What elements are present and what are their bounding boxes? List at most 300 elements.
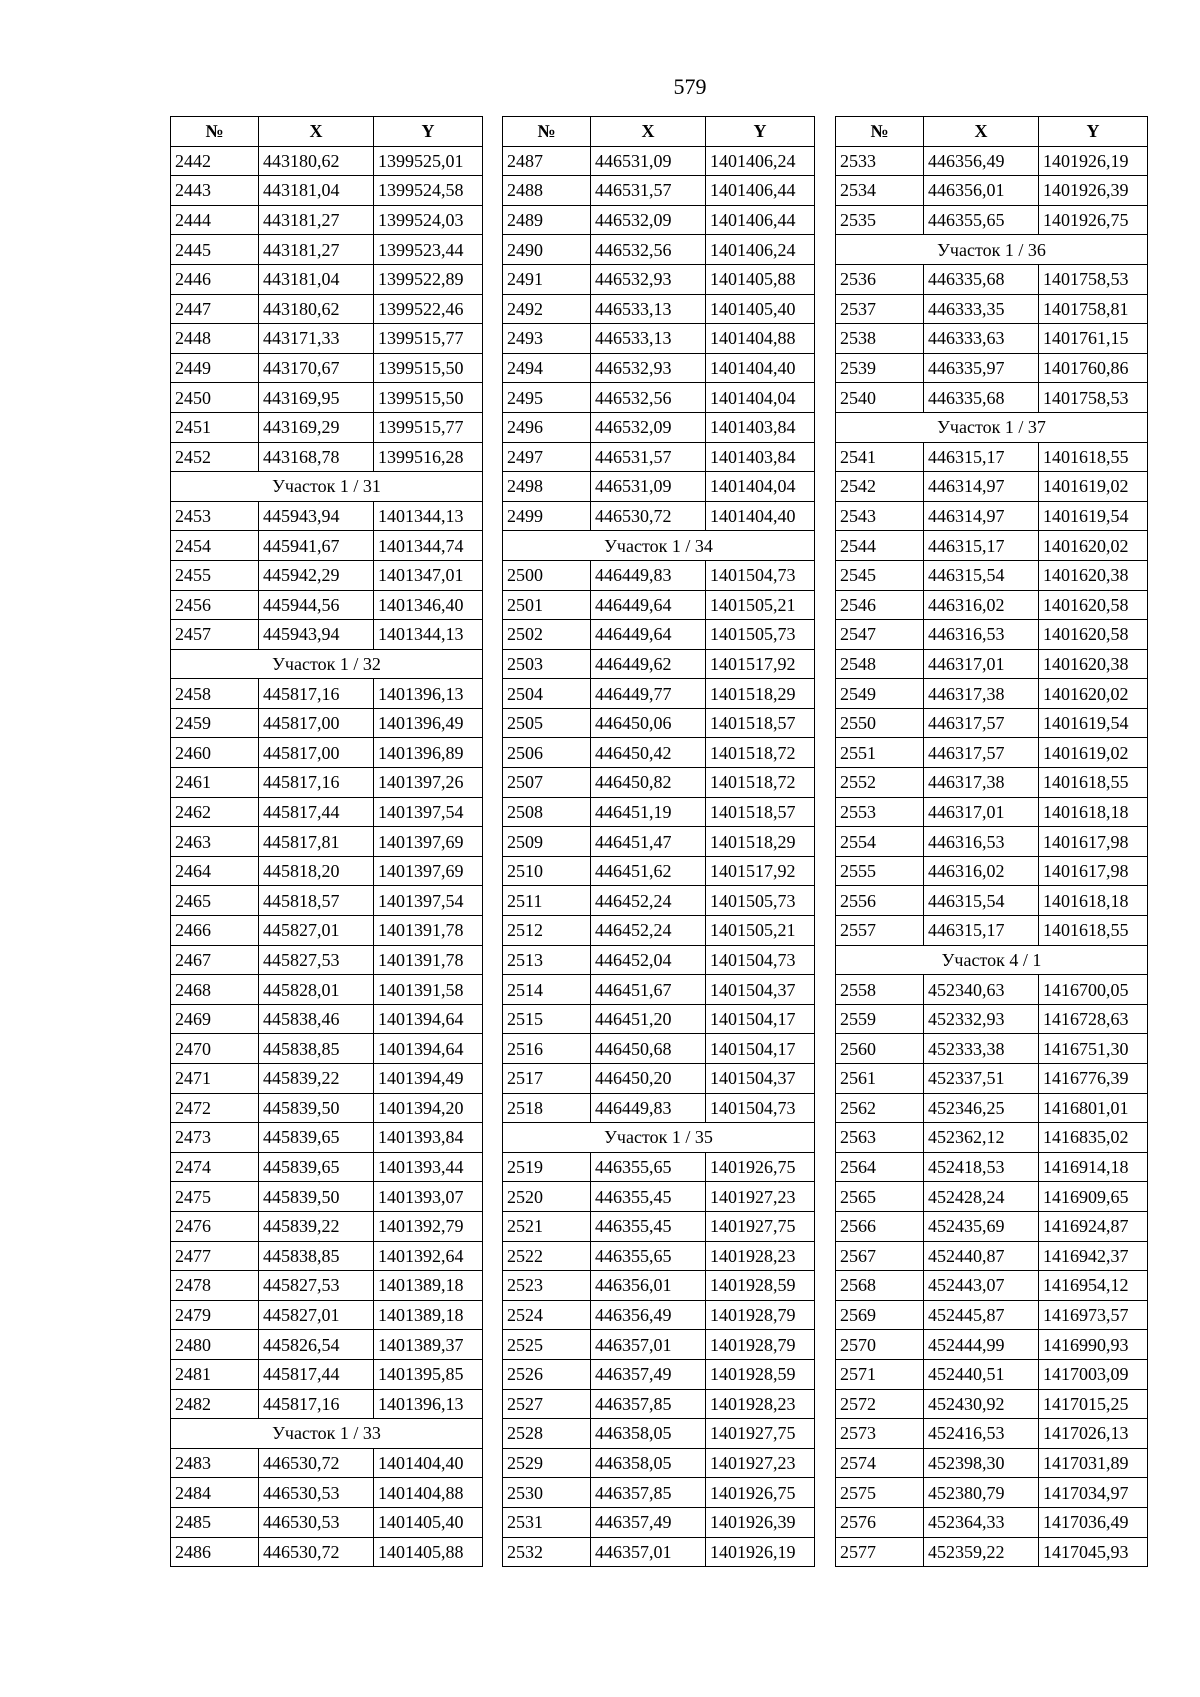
y-coordinate-cell: 1401620,02 <box>1039 531 1148 561</box>
y-coordinate-cell: 1401928,59 <box>706 1359 815 1389</box>
y-coordinate-cell: 1399515,50 <box>374 353 483 383</box>
point-number-cell: 2484 <box>171 1478 259 1508</box>
y-coordinate-cell: 1401391,58 <box>374 975 483 1005</box>
y-coordinate-cell: 1401619,02 <box>1039 472 1148 502</box>
x-coordinate-cell: 446452,24 <box>591 886 706 916</box>
table-row <box>171 945 483 975</box>
y-coordinate-cell: 1401405,88 <box>706 264 815 294</box>
point-number-cell: 2535 <box>836 205 924 235</box>
x-coordinate-cell: 445941,67 <box>259 531 374 561</box>
point-number-cell: 2503 <box>503 649 591 679</box>
y-coordinate-cell: 1401620,58 <box>1039 620 1148 650</box>
x-coordinate-cell: 452435,69 <box>924 1211 1039 1241</box>
y-coordinate-cell: 1401395,85 <box>374 1359 483 1389</box>
table-row <box>836 501 1148 531</box>
y-coordinate-cell: 1416914,18 <box>1039 1152 1148 1182</box>
point-number-cell: 2463 <box>171 827 259 857</box>
y-coordinate-cell: 1416751,30 <box>1039 1034 1148 1064</box>
y-coordinate-cell: 1401926,75 <box>706 1478 815 1508</box>
point-number-cell: 2554 <box>836 827 924 857</box>
point-number-cell: 2480 <box>171 1330 259 1360</box>
y-coordinate-cell: 1401389,18 <box>374 1300 483 1330</box>
point-number-cell: 2507 <box>503 768 591 798</box>
point-number-cell: 2567 <box>836 1241 924 1271</box>
y-coordinate-cell: 1401761,15 <box>1039 324 1148 354</box>
y-coordinate-cell: 1417026,13 <box>1039 1419 1148 1449</box>
point-number-cell: 2529 <box>503 1448 591 1478</box>
x-coordinate-cell: 452430,92 <box>924 1389 1039 1419</box>
y-coordinate-cell: 1401344,74 <box>374 531 483 561</box>
table-row <box>171 1359 483 1389</box>
x-coordinate-cell: 446315,17 <box>924 531 1039 561</box>
point-number-cell: 2449 <box>171 353 259 383</box>
x-coordinate-cell: 446532,93 <box>591 264 706 294</box>
table-row <box>503 1537 815 1567</box>
table-row <box>503 590 815 620</box>
x-coordinate-cell: 452380,79 <box>924 1478 1039 1508</box>
table-row <box>836 472 1148 502</box>
table-row <box>503 294 815 324</box>
table-row <box>503 738 815 768</box>
y-coordinate-cell: 1401504,17 <box>706 1034 815 1064</box>
x-coordinate-cell: 445838,46 <box>259 1004 374 1034</box>
point-number-cell: 2516 <box>503 1034 591 1064</box>
point-number-cell: 2512 <box>503 916 591 946</box>
table-row <box>171 1064 483 1094</box>
table-row <box>171 708 483 738</box>
table-row <box>171 205 483 235</box>
x-coordinate-cell: 446357,01 <box>591 1537 706 1567</box>
point-number-cell: 2569 <box>836 1300 924 1330</box>
point-number-cell: 2551 <box>836 738 924 768</box>
y-coordinate-cell: 1401504,17 <box>706 1004 815 1034</box>
point-number-cell: 2543 <box>836 501 924 531</box>
point-number-cell: 2521 <box>503 1211 591 1241</box>
table-row <box>503 827 815 857</box>
y-coordinate-cell: 1401397,26 <box>374 768 483 798</box>
y-coordinate-cell: 1401393,44 <box>374 1152 483 1182</box>
x-coordinate-cell: 452332,93 <box>924 1004 1039 1034</box>
point-number-cell: 2531 <box>503 1507 591 1537</box>
table-row <box>503 916 815 946</box>
table-row <box>836 1419 1148 1449</box>
point-number-cell: 2540 <box>836 383 924 413</box>
table-row <box>503 1389 815 1419</box>
y-coordinate-cell: 1416954,12 <box>1039 1271 1148 1301</box>
table-row <box>503 975 815 1005</box>
y-coordinate-cell: 1401620,38 <box>1039 649 1148 679</box>
point-number-cell: 2548 <box>836 649 924 679</box>
table-row <box>836 975 1148 1005</box>
point-number-cell: 2510 <box>503 856 591 886</box>
x-coordinate-cell: 445818,20 <box>259 856 374 886</box>
table-row <box>171 324 483 354</box>
table-row <box>836 1507 1148 1537</box>
point-number-cell: 2575 <box>836 1478 924 1508</box>
x-coordinate-cell: 446451,47 <box>591 827 706 857</box>
y-coordinate-cell: 1417031,89 <box>1039 1448 1148 1478</box>
point-number-cell: 2532 <box>503 1537 591 1567</box>
point-number-cell: 2546 <box>836 590 924 620</box>
table-row <box>836 383 1148 413</box>
point-number-cell: 2469 <box>171 1004 259 1034</box>
header-number: № <box>503 117 591 147</box>
x-coordinate-cell: 443181,04 <box>259 264 374 294</box>
table-row <box>836 856 1148 886</box>
y-coordinate-cell: 1401392,64 <box>374 1241 483 1271</box>
x-coordinate-cell: 452444,99 <box>924 1330 1039 1360</box>
section-row <box>171 1419 483 1449</box>
y-coordinate-cell: 1399524,58 <box>374 176 483 206</box>
y-coordinate-cell: 1416990,93 <box>1039 1330 1148 1360</box>
point-number-cell: 2476 <box>171 1211 259 1241</box>
x-coordinate-cell: 445827,53 <box>259 945 374 975</box>
y-coordinate-cell: 1401926,75 <box>1039 205 1148 235</box>
point-number-cell: 2526 <box>503 1359 591 1389</box>
x-coordinate-cell: 445826,54 <box>259 1330 374 1360</box>
table-row <box>171 1300 483 1330</box>
y-coordinate-cell: 1401344,13 <box>374 501 483 531</box>
x-coordinate-cell: 446335,68 <box>924 383 1039 413</box>
point-number-cell: 2514 <box>503 975 591 1005</box>
point-number-cell: 2561 <box>836 1064 924 1094</box>
point-number-cell: 2574 <box>836 1448 924 1478</box>
table-row <box>171 501 483 531</box>
y-coordinate-cell: 1401404,40 <box>374 1448 483 1478</box>
table-row <box>503 1093 815 1123</box>
x-coordinate-cell: 446452,24 <box>591 916 706 946</box>
x-coordinate-cell: 446450,68 <box>591 1034 706 1064</box>
table-row <box>171 679 483 709</box>
section-title: Участок 1 / 35 <box>503 1123 815 1153</box>
x-coordinate-cell: 446333,35 <box>924 294 1039 324</box>
point-number-cell: 2464 <box>171 856 259 886</box>
point-number-cell: 2475 <box>171 1182 259 1212</box>
y-coordinate-cell: 1417045,93 <box>1039 1537 1148 1567</box>
x-coordinate-cell: 446335,68 <box>924 264 1039 294</box>
table-row <box>503 383 815 413</box>
x-coordinate-cell: 445817,16 <box>259 1389 374 1419</box>
point-number-cell: 2537 <box>836 294 924 324</box>
point-number-cell: 2446 <box>171 264 259 294</box>
point-number-cell: 2573 <box>836 1419 924 1449</box>
point-number-cell: 2466 <box>171 916 259 946</box>
x-coordinate-cell: 446317,01 <box>924 649 1039 679</box>
point-number-cell: 2527 <box>503 1389 591 1419</box>
table-row <box>171 235 483 265</box>
x-coordinate-cell: 452418,53 <box>924 1152 1039 1182</box>
x-coordinate-cell: 446449,83 <box>591 560 706 590</box>
table-row <box>503 1211 815 1241</box>
point-number-cell: 2497 <box>503 442 591 472</box>
y-coordinate-cell: 1401397,54 <box>374 797 483 827</box>
point-number-cell: 2547 <box>836 620 924 650</box>
point-number-cell: 2502 <box>503 620 591 650</box>
y-coordinate-cell: 1401397,69 <box>374 827 483 857</box>
table-row <box>171 1152 483 1182</box>
y-coordinate-cell: 1401391,78 <box>374 916 483 946</box>
x-coordinate-cell: 446317,38 <box>924 679 1039 709</box>
y-coordinate-cell: 1416909,65 <box>1039 1182 1148 1212</box>
table-row <box>836 649 1148 679</box>
y-coordinate-cell: 1401403,84 <box>706 442 815 472</box>
point-number-cell: 2513 <box>503 945 591 975</box>
section-row <box>503 531 815 561</box>
point-number-cell: 2462 <box>171 797 259 827</box>
point-number-cell: 2572 <box>836 1389 924 1419</box>
y-coordinate-cell: 1401406,24 <box>706 146 815 176</box>
header-y: Y <box>1039 117 1148 147</box>
x-coordinate-cell: 452398,30 <box>924 1448 1039 1478</box>
table-row <box>836 1330 1148 1360</box>
y-coordinate-cell: 1401389,37 <box>374 1330 483 1360</box>
x-coordinate-cell: 446333,63 <box>924 324 1039 354</box>
x-coordinate-cell: 445817,00 <box>259 738 374 768</box>
point-number-cell: 2457 <box>171 620 259 650</box>
point-number-cell: 2493 <box>503 324 591 354</box>
y-coordinate-cell: 1401518,57 <box>706 797 815 827</box>
section-title: Участок 1 / 33 <box>171 1419 483 1449</box>
table-row <box>171 1507 483 1537</box>
table-row <box>836 176 1148 206</box>
point-number-cell: 2443 <box>171 176 259 206</box>
table-row <box>836 916 1148 946</box>
y-coordinate-cell: 1416942,37 <box>1039 1241 1148 1271</box>
x-coordinate-cell: 446315,54 <box>924 560 1039 590</box>
x-coordinate-cell: 445817,44 <box>259 1359 374 1389</box>
table-row <box>836 1241 1148 1271</box>
header-row <box>836 117 1148 147</box>
point-number-cell: 2455 <box>171 560 259 590</box>
table-row <box>171 560 483 590</box>
y-coordinate-cell: 1401393,84 <box>374 1123 483 1153</box>
header-row <box>171 117 483 147</box>
table-row <box>503 1359 815 1389</box>
point-number-cell: 2454 <box>171 531 259 561</box>
section-row <box>171 649 483 679</box>
y-coordinate-cell: 1416776,39 <box>1039 1064 1148 1094</box>
point-number-cell: 2496 <box>503 412 591 442</box>
table-row <box>171 1004 483 1034</box>
section-row <box>836 235 1148 265</box>
y-coordinate-cell: 1417015,25 <box>1039 1389 1148 1419</box>
header-x: X <box>259 117 374 147</box>
point-number-cell: 2557 <box>836 916 924 946</box>
table-row <box>503 560 815 590</box>
x-coordinate-cell: 446531,57 <box>591 176 706 206</box>
y-coordinate-cell: 1401393,07 <box>374 1182 483 1212</box>
table-row <box>171 856 483 886</box>
point-number-cell: 2566 <box>836 1211 924 1241</box>
table-row <box>171 412 483 442</box>
x-coordinate-cell: 446450,82 <box>591 768 706 798</box>
table-row <box>503 176 815 206</box>
y-coordinate-cell: 1401505,73 <box>706 886 815 916</box>
x-coordinate-cell: 446316,02 <box>924 856 1039 886</box>
point-number-cell: 2460 <box>171 738 259 768</box>
y-coordinate-cell: 1401505,73 <box>706 620 815 650</box>
point-number-cell: 2492 <box>503 294 591 324</box>
table-row <box>836 1182 1148 1212</box>
point-number-cell: 2478 <box>171 1271 259 1301</box>
x-coordinate-cell: 446451,20 <box>591 1004 706 1034</box>
table-row <box>836 886 1148 916</box>
table-row <box>836 1448 1148 1478</box>
x-coordinate-cell: 452359,22 <box>924 1537 1039 1567</box>
x-coordinate-cell: 443168,78 <box>259 442 374 472</box>
point-number-cell: 2486 <box>171 1537 259 1567</box>
table-row <box>503 1182 815 1212</box>
y-coordinate-cell: 1401517,92 <box>706 856 815 886</box>
header-x: X <box>924 117 1039 147</box>
point-number-cell: 2509 <box>503 827 591 857</box>
y-coordinate-cell: 1399524,03 <box>374 205 483 235</box>
point-number-cell: 2528 <box>503 1419 591 1449</box>
x-coordinate-cell: 445839,65 <box>259 1123 374 1153</box>
x-coordinate-cell: 452333,38 <box>924 1034 1039 1064</box>
point-number-cell: 2445 <box>171 235 259 265</box>
x-coordinate-cell: 446533,13 <box>591 324 706 354</box>
x-coordinate-cell: 446317,57 <box>924 738 1039 768</box>
x-coordinate-cell: 446449,64 <box>591 590 706 620</box>
x-coordinate-cell: 452346,25 <box>924 1093 1039 1123</box>
y-coordinate-cell: 1416728,63 <box>1039 1004 1148 1034</box>
point-number-cell: 2498 <box>503 472 591 502</box>
coordinates-table-2 <box>502 116 815 1567</box>
x-coordinate-cell: 446532,09 <box>591 205 706 235</box>
point-number-cell: 2565 <box>836 1182 924 1212</box>
point-number-cell: 2505 <box>503 708 591 738</box>
x-coordinate-cell: 446315,54 <box>924 886 1039 916</box>
x-coordinate-cell: 445827,01 <box>259 916 374 946</box>
x-coordinate-cell: 445827,53 <box>259 1271 374 1301</box>
y-coordinate-cell: 1417034,97 <box>1039 1478 1148 1508</box>
y-coordinate-cell: 1401620,02 <box>1039 679 1148 709</box>
y-coordinate-cell: 1401758,53 <box>1039 383 1148 413</box>
table-row <box>171 176 483 206</box>
y-coordinate-cell: 1401403,84 <box>706 412 815 442</box>
x-coordinate-cell: 446356,01 <box>924 176 1039 206</box>
y-coordinate-cell: 1401392,79 <box>374 1211 483 1241</box>
x-coordinate-cell: 446357,85 <box>591 1478 706 1508</box>
y-coordinate-cell: 1401405,40 <box>374 1507 483 1537</box>
point-number-cell: 2450 <box>171 383 259 413</box>
point-number-cell: 2550 <box>836 708 924 738</box>
x-coordinate-cell: 446450,20 <box>591 1064 706 1094</box>
table-row <box>171 886 483 916</box>
point-number-cell: 2560 <box>836 1034 924 1064</box>
x-coordinate-cell: 445943,94 <box>259 501 374 531</box>
x-coordinate-cell: 446314,97 <box>924 501 1039 531</box>
table-row <box>503 649 815 679</box>
x-coordinate-cell: 446530,53 <box>259 1507 374 1537</box>
table-row <box>503 1271 815 1301</box>
point-number-cell: 2577 <box>836 1537 924 1567</box>
point-number-cell: 2568 <box>836 1271 924 1301</box>
point-number-cell: 2559 <box>836 1004 924 1034</box>
table-row <box>171 1330 483 1360</box>
y-coordinate-cell: 1399525,01 <box>374 146 483 176</box>
section-row <box>836 412 1148 442</box>
x-coordinate-cell: 446356,49 <box>591 1300 706 1330</box>
table-row <box>171 353 483 383</box>
x-coordinate-cell: 446532,09 <box>591 412 706 442</box>
point-number-cell: 2479 <box>171 1300 259 1330</box>
header-x: X <box>591 117 706 147</box>
table-row <box>503 235 815 265</box>
y-coordinate-cell: 1417036,49 <box>1039 1507 1148 1537</box>
x-coordinate-cell: 446357,49 <box>591 1507 706 1537</box>
table-row <box>171 1271 483 1301</box>
table-row <box>503 679 815 709</box>
table-row <box>836 708 1148 738</box>
x-coordinate-cell: 445838,85 <box>259 1241 374 1271</box>
x-coordinate-cell: 452443,07 <box>924 1271 1039 1301</box>
table-row <box>836 1271 1148 1301</box>
point-number-cell: 2518 <box>503 1093 591 1123</box>
table-row <box>171 383 483 413</box>
table-row <box>836 146 1148 176</box>
y-coordinate-cell: 1401397,69 <box>374 856 483 886</box>
point-number-cell: 2483 <box>171 1448 259 1478</box>
table-row <box>171 1034 483 1064</box>
point-number-cell: 2571 <box>836 1359 924 1389</box>
y-coordinate-cell: 1401505,21 <box>706 590 815 620</box>
y-coordinate-cell: 1401397,54 <box>374 886 483 916</box>
x-coordinate-cell: 446357,85 <box>591 1389 706 1419</box>
table-row <box>171 827 483 857</box>
x-coordinate-cell: 446451,19 <box>591 797 706 827</box>
y-coordinate-cell: 1401504,73 <box>706 560 815 590</box>
x-coordinate-cell: 445838,85 <box>259 1034 374 1064</box>
y-coordinate-cell: 1399522,89 <box>374 264 483 294</box>
x-coordinate-cell: 446317,57 <box>924 708 1039 738</box>
coordinates-table-1 <box>170 116 483 1567</box>
x-coordinate-cell: 446450,06 <box>591 708 706 738</box>
point-number-cell: 2499 <box>503 501 591 531</box>
table-row <box>171 1123 483 1153</box>
table-row <box>171 1448 483 1478</box>
x-coordinate-cell: 445839,50 <box>259 1093 374 1123</box>
y-coordinate-cell: 1401618,55 <box>1039 442 1148 472</box>
table-row <box>836 294 1148 324</box>
table-row <box>171 1182 483 1212</box>
point-number-cell: 2456 <box>171 590 259 620</box>
y-coordinate-cell: 1399515,50 <box>374 383 483 413</box>
x-coordinate-cell: 443170,67 <box>259 353 374 383</box>
y-coordinate-cell: 1401404,40 <box>706 501 815 531</box>
table-row <box>171 1537 483 1567</box>
point-number-cell: 2539 <box>836 353 924 383</box>
point-number-cell: 2489 <box>503 205 591 235</box>
table-row <box>171 1389 483 1419</box>
table-row <box>171 442 483 472</box>
y-coordinate-cell: 1401926,39 <box>1039 176 1148 206</box>
x-coordinate-cell: 445817,00 <box>259 708 374 738</box>
x-coordinate-cell: 452362,12 <box>924 1123 1039 1153</box>
header-number: № <box>836 117 924 147</box>
y-coordinate-cell: 1401404,88 <box>374 1478 483 1508</box>
x-coordinate-cell: 446335,97 <box>924 353 1039 383</box>
y-coordinate-cell: 1416835,02 <box>1039 1123 1148 1153</box>
point-number-cell: 2472 <box>171 1093 259 1123</box>
y-coordinate-cell: 1401758,81 <box>1039 294 1148 324</box>
point-number-cell: 2451 <box>171 412 259 442</box>
x-coordinate-cell: 446451,62 <box>591 856 706 886</box>
y-coordinate-cell: 1401394,64 <box>374 1004 483 1034</box>
x-coordinate-cell: 445839,22 <box>259 1211 374 1241</box>
y-coordinate-cell: 1401396,89 <box>374 738 483 768</box>
